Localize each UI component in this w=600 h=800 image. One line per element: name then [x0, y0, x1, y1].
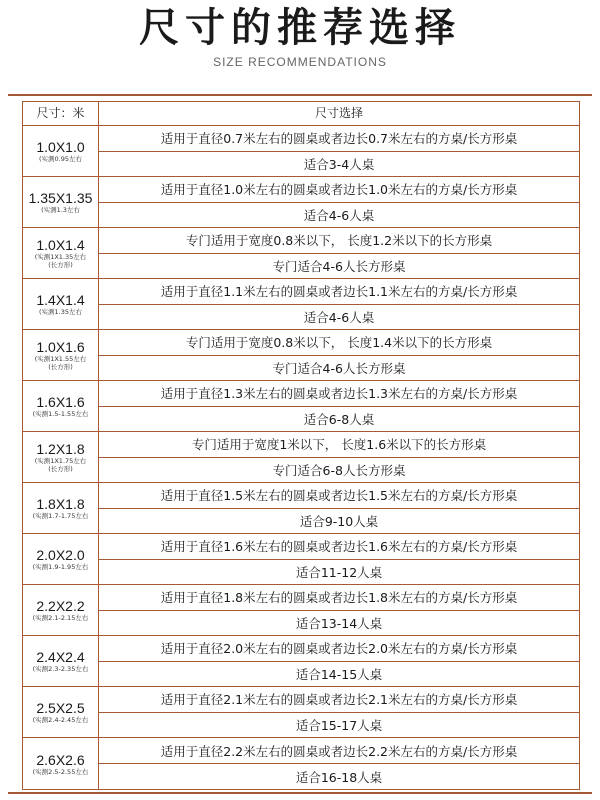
page-subtitle: SIZE RECOMMENDATIONS	[213, 55, 387, 69]
size-value: 1.35X1.35	[28, 190, 93, 206]
table-fit-description: 专门适用于宽度0.8米以下， 长度1.4米以下的长方形桌	[99, 330, 579, 356]
table-fit-description: 专门适用于宽度0.8米以下， 长度1.2米以下的长方形桌	[99, 228, 579, 254]
page-title: 尺寸的推荐选择	[139, 5, 461, 51]
seating-capacity: 专门适合6-8人长方形桌	[272, 462, 406, 478]
choice-cell	[99, 432, 579, 482]
size-note: (实测1.9-1.95左右	[32, 563, 89, 571]
size-value: 1.0X1.0	[36, 139, 85, 155]
size-note: (实测1X1.55左右	[34, 355, 87, 363]
table-fit-description: 适用于直径1.1米左右的圆桌或者边长1.1米左右的方桌/长方形桌	[99, 279, 579, 305]
size-note: (实测2.3-2.35左右	[32, 665, 89, 673]
table-fit-description: 适用于直径1.3米左右的圆桌或者边长1.3米左右的方桌/长方形桌	[99, 381, 579, 407]
size-value: 1.2X1.8	[36, 441, 85, 457]
size-value: 2.6X2.6	[36, 751, 85, 768]
size-note: (实测1.7-1.75左右	[32, 512, 89, 520]
header-choice: 尺寸选择	[314, 106, 363, 120]
seating-capacity: 适合3-4人桌	[303, 156, 375, 172]
size-value: 1.0X1.6	[36, 339, 85, 355]
size-note: (实测2.5-2.55左右	[32, 767, 89, 776]
choice-cell	[99, 534, 579, 584]
table-fit-description: 适用于直径2.2米左右的圆桌或者边长2.2米左右的方桌/长方形桌	[99, 738, 579, 764]
table-row	[23, 330, 579, 381]
size-cell	[23, 279, 99, 329]
choice-cell	[99, 687, 579, 737]
table-fit-description: 适用于直径1.8米左右的圆桌或者边长1.8米左右的方桌/长方形桌	[99, 585, 579, 611]
size-cell	[23, 483, 99, 533]
size-cell	[23, 738, 99, 789]
size-note: (实测1.3左右	[41, 206, 80, 214]
size-cell	[23, 585, 99, 635]
seating-capacity: 适合4-6人桌	[303, 309, 375, 325]
size-value: 1.0X1.4	[36, 237, 85, 253]
seating-capacity: 适合9-10人桌	[299, 513, 379, 529]
table-fit-description: 适用于直径1.0米左右的圆桌或者边长1.0米左右的方桌/长方形桌	[99, 177, 579, 203]
size-cell	[23, 330, 99, 380]
header-size: 尺寸：米	[23, 102, 99, 125]
size-table	[22, 101, 580, 790]
bottom-divider	[8, 792, 592, 794]
size-cell	[23, 126, 99, 176]
table-row	[23, 636, 579, 687]
table-row	[23, 585, 579, 636]
choice-cell	[99, 636, 579, 686]
size-cell	[23, 687, 99, 737]
size-note: (长方形)	[48, 261, 73, 269]
page-header	[0, 0, 600, 95]
size-value: 1.4X1.4	[36, 292, 85, 308]
size-value: 2.5X2.5	[36, 700, 85, 716]
table-body	[23, 126, 579, 789]
seating-capacity: 专门适合4-6人长方形桌	[272, 360, 406, 376]
top-divider	[8, 94, 592, 96]
choice-cell	[99, 330, 579, 380]
table-row	[23, 228, 579, 279]
table-fit-description: 专门适用于宽度1米以下， 长度1.6米以下的长方形桌	[99, 432, 579, 458]
seating-capacity: 适合11-12人桌	[295, 564, 383, 580]
size-value: 1.8X1.8	[36, 496, 85, 512]
size-cell	[23, 381, 99, 431]
size-note: (实测2.4-2.45左右	[32, 716, 89, 724]
size-note: (实测1X1.35左右	[34, 253, 87, 261]
seating-capacity: 专门适合4-6人长方形桌	[272, 258, 406, 274]
table-fit-description: 适用于直径1.5米左右的圆桌或者边长1.5米左右的方桌/长方形桌	[99, 483, 579, 509]
size-value: 2.0X2.0	[36, 547, 85, 563]
size-cell	[23, 432, 99, 482]
seating-capacity: 适合15-17人桌	[295, 717, 383, 733]
seating-capacity: 适合14-15人桌	[295, 666, 383, 682]
size-note: (实测1.5-1.55左右	[32, 410, 89, 418]
size-note: (实测1.35左右	[38, 308, 82, 316]
size-value: 2.2X2.2	[36, 598, 85, 614]
table-row	[23, 432, 579, 483]
size-note: (长方形)	[48, 363, 73, 371]
table-fit-description: 适用于直径2.1米左右的圆桌或者边长2.1米左右的方桌/长方形桌	[99, 687, 579, 713]
seating-capacity: 适合4-6人桌	[303, 207, 375, 223]
size-cell	[23, 636, 99, 686]
table-row	[23, 177, 579, 228]
size-note: (实测1X1.75左右	[34, 457, 87, 465]
choice-cell	[99, 738, 579, 789]
table-row	[23, 687, 579, 738]
choice-cell	[99, 483, 579, 533]
size-note: (实测2.1-2.15左右	[32, 614, 89, 622]
size-cell	[23, 228, 99, 278]
choice-cell	[99, 177, 579, 227]
table-fit-description: 适用于直径0.7米左右的圆桌或者边长0.7米左右的方桌/长方形桌	[99, 126, 579, 152]
seating-capacity: 适合6-8人桌	[303, 411, 375, 427]
table-row	[23, 279, 579, 330]
table-row	[23, 483, 579, 534]
choice-cell	[99, 126, 579, 176]
size-note: (实测0.95左右	[38, 155, 82, 163]
table-row	[23, 738, 579, 789]
table-row	[23, 381, 579, 432]
seating-capacity: 适合16-18人桌	[295, 769, 383, 785]
choice-cell	[99, 279, 579, 329]
size-note: (长方形)	[48, 465, 73, 473]
table-header	[23, 102, 579, 126]
size-cell	[23, 177, 99, 227]
choice-cell	[99, 585, 579, 635]
table-row	[23, 534, 579, 585]
size-value: 2.4X2.4	[36, 649, 85, 665]
size-value: 1.6X1.6	[36, 394, 85, 410]
table-row	[23, 126, 579, 177]
table-fit-description: 适用于直径1.6米左右的圆桌或者边长1.6米左右的方桌/长方形桌	[99, 534, 579, 560]
size-cell	[23, 534, 99, 584]
seating-capacity: 适合13-14人桌	[295, 615, 383, 631]
choice-cell	[99, 381, 579, 431]
choice-cell	[99, 228, 579, 278]
table-fit-description: 适用于直径2.0米左右的圆桌或者边长2.0米左右的方桌/长方形桌	[99, 636, 579, 662]
